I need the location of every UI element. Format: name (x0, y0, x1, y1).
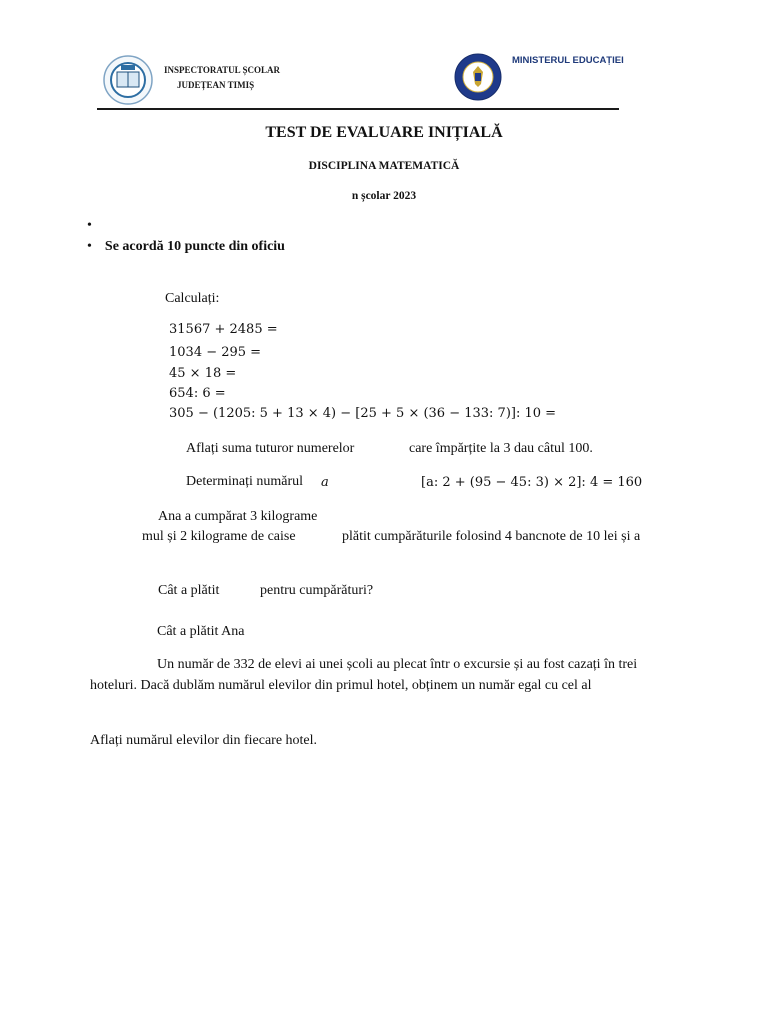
math-line: 305 − (1205: 5 + 13 × 4) − [25 + 5 × (36 − 133: 7)]: 10 = (169, 406, 557, 421)
exercise-3-question1a: Cât a plătit (158, 583, 220, 598)
exercise-4-line2: hoteluri. Dacă dublăm numărul elevilor din primul hotel, obținem un număr egal cu cel al (90, 678, 592, 693)
discipline-subtitle: DISCIPLINA MATEMATICĂ (308, 160, 460, 172)
isj-timis-seal-icon (103, 55, 153, 105)
exercise-4-question: Aflați numărul elevilor din fiecare hotel. (90, 733, 318, 748)
left-org-line1: INSPECTORATUL ȘCOLAR (164, 65, 280, 75)
math-line: 45 × 18 = (169, 366, 237, 381)
left-org-line2: JUDEȚEAN TIMIȘ (177, 80, 255, 90)
header-divider (97, 108, 619, 110)
exercise-1-instruction: Calculați: (165, 291, 220, 306)
exercise-3-line2b: plătit cumpărăturile folosind 4 bancnote de 10 lei și a (342, 529, 641, 544)
math-line: 31567 + 2485 = (169, 322, 278, 337)
page-title: TEST DE EVALUARE INIȚIALĂ (265, 124, 503, 141)
exercise-3-question1b: pentru cumpărături? (260, 583, 374, 598)
guvernul-romaniei-seal-icon (454, 53, 502, 101)
exercise-2b-equation: [a: 2 + (95 − 45: 3) × 2]: 4 = 160 (421, 475, 643, 490)
exercise-2b-text: Determinați numărul (186, 474, 304, 489)
math-line: 1034 − 295 = (169, 345, 262, 360)
exercise-3-question2: Cât a plătit Ana (157, 624, 245, 639)
exercise-2a-text: Aflați suma tuturor numerelor (186, 441, 355, 456)
variable-a: a (321, 475, 329, 490)
math-line: 654: 6 = (169, 386, 226, 401)
exercise-3-line2a: mul și 2 kilograme de caise (142, 529, 296, 544)
exercise-4-line1: Un număr de 332 de elevi ai unei școli au plecat într o excursie și au fost cazați în trei (157, 657, 638, 672)
exercise-3-line1: Ana a cumpărat 3 kilograme (158, 509, 318, 524)
list-item: • (87, 218, 92, 233)
right-org-label: MINISTERUL EDUCAȚIEI (512, 55, 624, 66)
list-item: • Se acordă 10 puncte din oficiu (87, 239, 285, 254)
exercise-2a-text-cont: care împărțite la 3 dau câtul 100. (409, 441, 593, 456)
year-line: n școlar 2023 (351, 190, 417, 202)
